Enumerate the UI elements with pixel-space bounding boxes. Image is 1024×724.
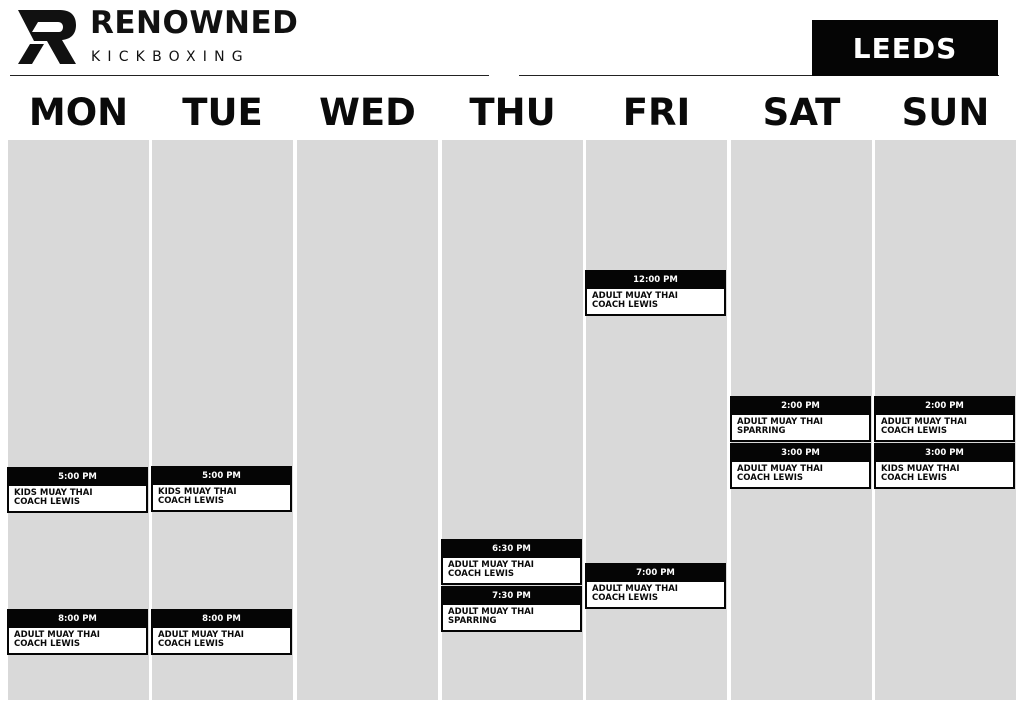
day-column-fri xyxy=(586,0,727,724)
day-heading: WED xyxy=(319,91,416,134)
day-heading: FRI xyxy=(622,91,691,134)
class-subtitle: SPARRING xyxy=(448,616,497,626)
class-time: 8:00 PM xyxy=(153,611,290,628)
class-time: 2:00 PM xyxy=(876,398,1013,415)
day-heading: SAT xyxy=(762,91,841,134)
class-card xyxy=(151,466,292,512)
class-card xyxy=(585,270,726,316)
class-subtitle: COACH LEWIS xyxy=(592,593,659,603)
class-card xyxy=(874,396,1015,442)
class-title: ADULT MUAY THAI xyxy=(448,607,534,617)
class-title: ADULT MUAY THAI xyxy=(158,630,244,640)
class-card xyxy=(441,539,582,585)
class-time: 3:00 PM xyxy=(732,445,869,462)
class-details xyxy=(443,558,580,579)
day-heading: THU xyxy=(469,91,556,134)
class-subtitle: COACH LEWIS xyxy=(737,473,804,483)
class-details xyxy=(587,582,724,603)
class-title: ADULT MUAY THAI xyxy=(737,417,823,427)
class-details xyxy=(443,605,580,626)
class-time: 3:00 PM xyxy=(876,445,1013,462)
location-badge: LEEDS xyxy=(812,20,998,76)
class-subtitle: COACH LEWIS xyxy=(592,300,659,310)
class-card xyxy=(7,467,148,513)
day-column-tue xyxy=(152,0,293,724)
class-details xyxy=(9,628,146,649)
class-subtitle: COACH LEWIS xyxy=(14,639,81,649)
class-details xyxy=(732,415,869,436)
class-title: ADULT MUAY THAI xyxy=(14,630,100,640)
day-column-thu xyxy=(442,0,583,724)
class-card xyxy=(730,396,871,442)
day-column-sun xyxy=(875,0,1016,724)
class-title: ADULT MUAY THAI xyxy=(592,584,678,594)
class-subtitle: SPARRING xyxy=(737,426,786,436)
class-details xyxy=(9,486,146,507)
class-title: KIDS MUAY THAI xyxy=(158,487,237,497)
class-time: 6:30 PM xyxy=(443,541,580,558)
class-title: ADULT MUAY THAI xyxy=(448,560,534,570)
class-title: KIDS MUAY THAI xyxy=(14,488,93,498)
day-column-wed xyxy=(297,0,438,724)
class-card xyxy=(151,609,292,655)
class-card xyxy=(7,609,148,655)
class-title: ADULT MUAY THAI xyxy=(737,464,823,474)
class-details xyxy=(153,485,290,506)
class-subtitle: COACH LEWIS xyxy=(448,569,515,579)
day-heading: MON xyxy=(28,91,129,134)
day-panel xyxy=(297,140,438,700)
class-time: 8:00 PM xyxy=(9,611,146,628)
class-details xyxy=(732,462,869,483)
class-title: KIDS MUAY THAI xyxy=(881,464,960,474)
class-time: 7:30 PM xyxy=(443,588,580,605)
class-time: 5:00 PM xyxy=(9,469,146,486)
class-card xyxy=(441,586,582,632)
class-time: 5:00 PM xyxy=(153,468,290,485)
class-details xyxy=(587,289,724,310)
class-time: 2:00 PM xyxy=(732,398,869,415)
day-heading: TUE xyxy=(182,91,263,134)
brand-name: RENOWNED xyxy=(90,5,299,41)
brand-subtitle: KICKBOXING xyxy=(91,49,250,65)
class-title: ADULT MUAY THAI xyxy=(881,417,967,427)
class-time: 12:00 PM xyxy=(587,272,724,289)
class-subtitle: COACH LEWIS xyxy=(158,639,225,649)
class-subtitle: COACH LEWIS xyxy=(14,497,81,507)
day-column-mon xyxy=(8,0,149,724)
class-card xyxy=(585,563,726,609)
class-details xyxy=(876,462,1013,483)
day-panel xyxy=(586,140,727,700)
class-subtitle: COACH LEWIS xyxy=(158,496,225,506)
class-details xyxy=(876,415,1013,436)
day-column-sat xyxy=(731,0,872,724)
day-heading: SUN xyxy=(901,91,990,134)
class-title: ADULT MUAY THAI xyxy=(592,291,678,301)
class-details xyxy=(153,628,290,649)
class-time: 7:00 PM xyxy=(587,565,724,582)
class-card xyxy=(730,443,871,489)
class-subtitle: COACH LEWIS xyxy=(881,473,948,483)
class-card xyxy=(874,443,1015,489)
class-subtitle: COACH LEWIS xyxy=(881,426,948,436)
